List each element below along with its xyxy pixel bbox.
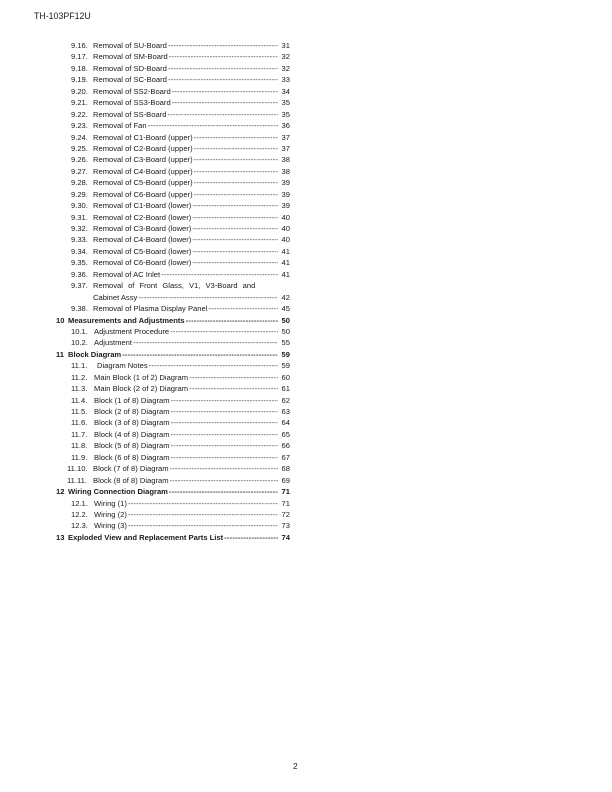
toc-page: 36 [281, 121, 290, 131]
toc-page: 39 [281, 189, 290, 199]
toc-page: 61 [281, 384, 290, 394]
toc-title: Removal of C3-Board (upper) [93, 155, 193, 165]
toc-page: 59 [281, 361, 290, 371]
toc-title: Block (8 of 8) Diagram [93, 475, 169, 485]
toc-page: 64 [281, 418, 290, 428]
toc-number: 12.3. [71, 521, 88, 531]
toc-page: 71 [281, 487, 290, 497]
dot-leader [171, 440, 278, 451]
toc-title: Removal of C1-Board (upper) [93, 132, 193, 142]
toc-page: 62 [281, 395, 290, 405]
toc-title: Removal of C1-Board (lower) [93, 201, 192, 211]
toc-title: Block (4 of 8) Diagram [94, 429, 170, 439]
dot-leader [172, 97, 278, 108]
toc-entry-9-29[interactable] [56, 189, 290, 200]
toc-title: Removal of Front Glass, V1, V3-Board and [93, 281, 256, 291]
toc-page: 37 [281, 143, 290, 153]
dot-leader [168, 74, 278, 85]
toc-title: Removal of AC Inlet [93, 269, 161, 279]
dot-leader [224, 532, 278, 543]
dot-leader [171, 429, 278, 440]
toc-entry-9-33[interactable] [56, 234, 290, 245]
toc-entry-11-2[interactable] [56, 372, 290, 383]
toc-entry-9-36[interactable] [56, 269, 290, 280]
toc-page: 68 [281, 464, 290, 474]
toc-number: 11 [56, 349, 65, 359]
toc-number: 11.3. [71, 384, 88, 394]
toc-page: 41 [281, 246, 290, 256]
toc-title: Removal of SC-Board [93, 75, 167, 85]
dot-leader [192, 200, 278, 211]
toc-number: 9.35. [71, 258, 88, 268]
dot-leader [192, 257, 278, 268]
toc-number: 9.37. [71, 281, 88, 291]
page-number: 2 [293, 761, 298, 771]
toc-title: Main Block (1 of 2) Diagram [94, 372, 189, 382]
toc-entry-10-1[interactable] [56, 326, 290, 337]
toc-number: 9.32. [71, 224, 88, 233]
toc-entry-9-26[interactable] [56, 154, 290, 165]
toc-number: 11.10. [67, 464, 88, 474]
toc-page: 50 [281, 315, 290, 325]
toc-page: 35 [281, 109, 290, 119]
dot-leader [171, 395, 278, 406]
toc-page: 31 [281, 41, 290, 50]
toc-title: Removal of C2-Board (upper) [93, 143, 193, 153]
toc-title: Block (6 of 8) Diagram [94, 452, 170, 462]
toc-entry-9-19[interactable] [56, 74, 290, 85]
toc-title: Removal of Plasma Display Panel [93, 304, 208, 314]
toc-number: 10.1. [71, 326, 88, 336]
toc-title: Block (7 of 8) Diagram [93, 464, 169, 474]
toc-title: Removal of SD-Board [93, 63, 167, 73]
toc-entry-11-8[interactable] [56, 440, 290, 451]
toc-title: Removal of SS-Board [93, 109, 167, 119]
toc-number: 11.6. [71, 418, 88, 428]
toc-title: Exploded View and Replacement Parts List [68, 532, 224, 542]
toc-entry-9-37[interactable] [56, 280, 290, 291]
dot-leader [171, 417, 278, 428]
dot-leader [170, 326, 278, 337]
dot-leader [138, 292, 278, 303]
toc-page: 35 [281, 98, 290, 108]
toc-section-12[interactable] [56, 486, 290, 497]
toc-title: Removal of SS3-Board [93, 98, 171, 108]
dot-leader [192, 246, 278, 257]
toc-number: 9.27. [71, 166, 88, 176]
toc-page: 63 [281, 407, 290, 416]
toc-title: Wiring Connection Diagram [68, 487, 168, 497]
toc-number: 9.17. [71, 52, 88, 62]
toc-page: 40 [281, 235, 290, 245]
toc-number: 13 [56, 532, 65, 542]
document-model-header: TH-103PF12U [34, 11, 91, 21]
toc-section-13[interactable] [56, 532, 290, 543]
toc-page: 60 [281, 372, 290, 382]
toc-page: 41 [281, 269, 290, 279]
toc-page: 40 [281, 212, 290, 222]
toc-entry-11-9[interactable] [56, 452, 290, 463]
toc-entry-9-21[interactable] [56, 97, 290, 108]
toc-page: 66 [281, 441, 290, 451]
dot-leader [128, 498, 278, 509]
toc-number: 11.9. [71, 452, 88, 462]
toc-entry-11-10[interactable] [56, 463, 290, 474]
toc-title: Removal of C4-Board (upper) [93, 166, 193, 176]
toc-number: 9.28. [71, 178, 88, 188]
toc-number: 11.4. [71, 395, 88, 405]
dot-leader [194, 143, 278, 154]
dot-leader [128, 509, 278, 520]
toc-entry-9-16[interactable] [56, 40, 290, 51]
toc-number: 9.18. [71, 63, 88, 73]
table-of-contents [56, 40, 290, 543]
dot-leader [170, 475, 278, 486]
toc-entry-11-5[interactable] [56, 406, 290, 417]
toc-entry-9-32[interactable] [56, 223, 290, 234]
toc-entry-9-28[interactable] [56, 177, 290, 188]
toc-entry-12-1[interactable] [56, 498, 290, 509]
dot-leader [128, 520, 278, 531]
toc-page: 38 [281, 166, 290, 176]
toc-page: 34 [281, 86, 290, 96]
toc-page: 41 [281, 258, 290, 268]
dot-leader [168, 63, 278, 74]
toc-entry-9-22[interactable] [56, 109, 290, 120]
toc-title: Removal of C6-Board (lower) [93, 258, 192, 268]
toc-title: Main Block (2 of 2) Diagram [94, 384, 189, 394]
toc-title: Diagram Notes [97, 361, 148, 371]
toc-number: 9.19. [71, 75, 88, 85]
dot-leader [172, 86, 278, 97]
toc-page: 74 [281, 532, 290, 542]
dot-leader [194, 132, 278, 143]
toc-entry-9-38[interactable] [56, 303, 290, 314]
toc-number: 11.2. [71, 372, 88, 382]
toc-entry-9-18[interactable] [56, 63, 290, 74]
toc-title: Block (3 of 8) Diagram [94, 418, 170, 428]
toc-title: Block Diagram [68, 349, 122, 359]
toc-page: 50 [281, 326, 290, 336]
toc-page: 55 [281, 338, 290, 348]
dot-leader [194, 166, 278, 177]
dot-leader [192, 223, 278, 234]
dot-leader [208, 303, 278, 314]
toc-section-10[interactable] [56, 315, 290, 326]
toc-number: 11.1. [71, 361, 88, 371]
dot-leader [149, 360, 278, 371]
toc-page: 71 [281, 498, 290, 508]
toc-entry-11-11[interactable] [56, 475, 290, 486]
toc-page: 40 [281, 224, 290, 233]
toc-number: 9.25. [71, 143, 88, 153]
toc-number: 9.24. [71, 132, 88, 142]
dot-leader [169, 486, 278, 497]
toc-number: 9.31. [71, 212, 88, 222]
toc-entry-9-25[interactable] [56, 143, 290, 154]
dot-leader [186, 315, 278, 326]
dot-leader [148, 120, 278, 131]
toc-entry-12-2[interactable] [56, 509, 290, 520]
toc-number: 12 [56, 487, 65, 497]
toc-title: Block (1 of 8) Diagram [94, 395, 170, 405]
toc-number: 9.26. [71, 155, 88, 165]
toc-title: Removal of C3-Board (lower) [93, 224, 192, 233]
dot-leader [169, 51, 278, 62]
dot-leader [194, 177, 278, 188]
toc-number: 9.36. [71, 269, 88, 279]
dot-leader [189, 372, 278, 383]
toc-title: Removal of C5-Board (lower) [93, 246, 192, 256]
toc-page: 38 [281, 155, 290, 165]
dot-leader [192, 212, 278, 223]
dot-leader [161, 269, 278, 280]
dot-leader [168, 40, 278, 51]
toc-entry-9-17[interactable] [56, 51, 290, 62]
toc-page: 67 [281, 452, 290, 462]
toc-number: 9.20. [71, 86, 88, 96]
toc-number: 9.30. [71, 201, 88, 211]
toc-number: 11.8. [71, 441, 88, 451]
toc-number: 11.7. [71, 429, 88, 439]
toc-entry-11-7[interactable] [56, 429, 290, 440]
toc-number: 9.29. [71, 189, 88, 199]
toc-number: 9.21. [71, 98, 88, 108]
toc-title: Wiring (3) [94, 521, 127, 531]
toc-title: Adjustment Procedure [94, 326, 170, 336]
toc-entry-9-35[interactable] [56, 257, 290, 268]
toc-entry-9-31[interactable] [56, 212, 290, 223]
dot-leader [171, 406, 278, 417]
dot-leader [189, 383, 278, 394]
dot-leader [192, 234, 278, 245]
toc-entry-11-6[interactable] [56, 417, 290, 428]
toc-number: 10.2. [71, 338, 88, 348]
toc-page: 65 [281, 429, 290, 439]
toc-page: 45 [281, 304, 290, 314]
toc-page: 37 [281, 132, 290, 142]
dot-leader [170, 463, 278, 474]
toc-title: Removal of SU-Board [93, 41, 167, 50]
toc-title: Wiring (2) [94, 509, 127, 519]
toc-page: 72 [281, 509, 290, 519]
toc-title: Removal of C2-Board (lower) [93, 212, 192, 222]
toc-entry-11-1[interactable] [56, 360, 290, 371]
toc-entry-11-4[interactable] [56, 395, 290, 406]
toc-section-11[interactable] [56, 349, 290, 360]
toc-number: 12.1. [71, 498, 88, 508]
toc-number: 11.5. [71, 407, 88, 416]
toc-page: 39 [281, 201, 290, 211]
dot-leader [167, 109, 278, 120]
toc-title: Removal of SS2-Board [93, 86, 171, 96]
toc-title: Wiring (1) [94, 498, 127, 508]
toc-title: Measurements and Adjustments [68, 315, 185, 325]
toc-entry-9-23[interactable] [56, 120, 290, 131]
toc-entry-9-37-continued[interactable] [56, 292, 290, 303]
toc-page: 73 [281, 521, 290, 531]
toc-title: Block (2 of 8) Diagram [94, 407, 170, 416]
toc-number: 9.38. [71, 304, 88, 314]
toc-page: 42 [281, 292, 290, 302]
dot-leader [133, 337, 278, 348]
toc-number: 11.11. [67, 475, 87, 485]
toc-number: 12.2. [71, 509, 88, 519]
toc-page: 32 [281, 52, 290, 62]
toc-title: Removal of SM-Board [93, 52, 168, 62]
toc-title: Block (5 of 8) Diagram [94, 441, 170, 451]
dot-leader [171, 452, 278, 463]
toc-number: 9.34. [71, 246, 88, 256]
dot-leader [194, 154, 278, 165]
toc-title: Removal of C4-Board (lower) [93, 235, 192, 245]
toc-page: 69 [281, 475, 290, 485]
toc-title: Removal of C5-Board (upper) [93, 178, 193, 188]
toc-page: 39 [281, 178, 290, 188]
dot-leader [194, 189, 278, 200]
toc-entry-12-3[interactable] [56, 520, 290, 531]
toc-page: 33 [281, 75, 290, 85]
toc-title: Adjustment [94, 338, 132, 348]
toc-number: 9.23. [71, 121, 88, 131]
dot-leader [122, 349, 278, 360]
toc-entry-9-30[interactable] [56, 200, 290, 211]
toc-number: 9.16. [71, 41, 88, 50]
toc-number: 9.33. [71, 235, 88, 245]
toc-entry-9-34[interactable] [56, 246, 290, 257]
toc-entry-9-20[interactable] [56, 86, 290, 97]
toc-page: 32 [281, 63, 290, 73]
toc-title: Removal of Fan [93, 121, 147, 131]
toc-number: 9.22. [71, 109, 88, 119]
toc-page: 59 [281, 349, 290, 359]
toc-number: 10 [56, 315, 65, 325]
toc-entry-10-2[interactable] [56, 337, 290, 348]
toc-title: Cabinet Assy [93, 292, 138, 302]
toc-entry-11-3[interactable] [56, 383, 290, 394]
toc-title: Removal of C6-Board (upper) [93, 189, 193, 199]
toc-entry-9-27[interactable] [56, 166, 290, 177]
toc-entry-9-24[interactable] [56, 132, 290, 143]
